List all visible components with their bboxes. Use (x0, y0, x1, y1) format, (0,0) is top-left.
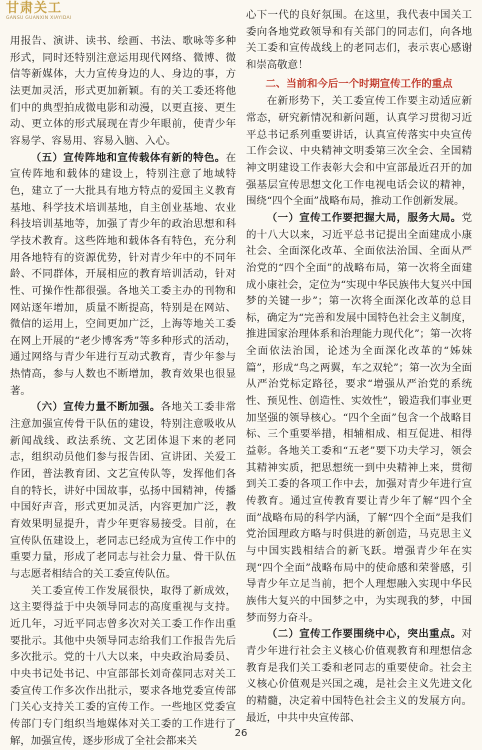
page-number: 26 (234, 728, 248, 739)
right-column (246, 7, 472, 726)
logo-title: 甘肃关工 (6, 1, 63, 16)
subheading-5: （五）宣传阵地和宣传载体有新的特色。 (30, 151, 226, 164)
left-paragraph-3 (10, 399, 236, 582)
left-paragraph-4: 关工委宣传工作发展很快，取得了新成效，这主要得益于中央领导同志的高度重视与支持。近几年，习近平同志曾多次对关工委工作作出重要批示。其他中央领导同志给我们工作报告先后多次批示。党的十八大以来，中央政治局委员、中央书记处书记、中宣部部长刘奇葆同志对关工委宣传工作多次作出批示，要求各地党委宣传部门关心支持关工委的宣传工作。一些地区党委宣传部门专门组织当地媒体对关工委的工作进行了解，加强宣传，逐步形成了全社会都来关 (10, 584, 236, 747)
right-paragraph-3 (246, 210, 472, 626)
publication-logo (6, 2, 76, 26)
right-paragraph-1: 心下一代的良好氛围。在这里，我代表中国关工委向各地党政领导和有关部门的同志们，向各地关工委和宣传战线上的老同志们，表示衷心感谢和崇高敬意！ (246, 9, 472, 71)
right-paragraph-2: 在新形势下，关工委宣传工作要主动适应新常态，研究新情况和新问题，认真学习贯彻习近平总书记系列重要讲话，认真宣传落实中央宣传工作会议、中央精神文明委第三次全会、全国精神文明建设工作表彰大会和中宣部最近召开的加强基层宣传思想文化工作电视电话会议的精神，围绕“四个全面”战略布局，推动工作创新发展。 (246, 95, 472, 208)
left-paragraph-3-body: 各地关工委非常注意加强宣传骨干队伍的建设，特别注意吸收从新闻战线、政法系统、文艺团体退下来的老同志，组织动员他们参与报告团、宣讲团、关爱工作团，普法教育团、文艺宣传队等，发挥他们各自的特长，讲好中国故事，弘扬中国精神，传播中国好声音，形式更加灵活，内容更加广泛，教育效果明显提升，青少年更容易接受。目前，在宣传队伍建设上，老同志已经成为宣传工作中的重要力量，形成了老同志与社会力量、骨干队伍与志愿者相结合的关工委宣传队伍。 (10, 401, 236, 580)
subheading-2: （二）宣传工作要围绕中心，突出重点。 (266, 628, 462, 641)
left-column (10, 33, 236, 749)
right-paragraph-3-body: 党的十八大以来，习近平总书记提出全面建成小康社会、全面深化改革、全面依法治国、全面从严治党的“四个全面”的战略布局，第一次将全面建成小康社会，定位为“实现中华民族伟大复兴中国梦的关键一步”；第一次将全面深化改革的总目标，确定为“完善和发展中国特色社会主义制度，推进国家治理体系和治理能力现代化”；第一次将全面依法治国，论述为全面深化改革的“姊妹篇”，形成“鸟之两翼，车之双轮”；第一次为全面从严治党标定路径，要求“增强从严治党的系统性、预见性、创造性、实效性”，锻造我们事业更加坚强的领导核心。“四个全面”包含一个战略目标、三个重要举措，相辅相成、相互促进、相得益彰。各地关工委和“五老”要下功夫学习，领会其精神实质，把思想统一到中央精神上来，贯彻到关工委的各项工作中去，加强对青少年进行宣传教育。通过宣传教育要让青少年了解“四个全面”战略布局的科学内涵，了解“四个全面”是我们党治国理政方略与时俱进的新创造，马克思主义与中国实践相结合的新飞跃。增强青少年在实现“四个全面”战略布局中的使命感和荣誉感，引导青少年立足当前，把个人理想融入实现中华民族伟大复兴的中国梦之中，为实现我的梦，中国梦而努力奋斗。 (246, 211, 472, 624)
section-heading: 二、当前和今后一个时期宣传工作的重点 (265, 77, 453, 90)
right-paragraph-4-body: 对青少年进行社会主义核心价值观教育和理想信念教育是我们关工委和老同志的重要使命。社会主义核心价值观是兴国之魂，是社会主义先进文化的精髓，决定着中国特色社会主义的发展方向。最近，中共中央宣传部、 (246, 628, 472, 724)
logo-subtitle: GANSU GUANXIN XIAYIDAI (6, 16, 72, 21)
left-paragraph-2-body: 在宣传阵地和载体的建设上，特别注意了地域特色，建立了一大批具有地方特点的爱国主义教育基地、科学技术培训基地，自主创业基地、农业科技培训基地等，加强了青少年的政治思想和科学技术教育。这些阵地和载体各有特色，充分利用各地特有的资源优势，针对青少年中的不同年龄、不同群体，开展相应的教育培训活动，针对性、可操作性都很强。各地关工委主办的刊物和网站逐年增加，质量不断提高，特别是在网站、微信的运用上，空间更加广泛，上海等地关工委在网上开展的“老少博客秀”等多种形式的活动，通过网络与青少年进行互动式教育，青少年参与热情高，参与人数也不断增加，教育效果也很显著。 (10, 151, 236, 397)
subheading-6: （六）宣传力量不断加强。 (30, 401, 161, 414)
left-paragraph-1: 用报告、演讲、读书、绘画、书法、歌咏等多种形式，同时还特别注意运用现代网络、微博、微信等新媒体，大力宣传身边的人、身边的事，方法更加灵活，形式更加新颖。有的关工委还将他们中的典型拍成微电影和动漫，以更直接、更生动、更立体的形式展现在青少年眼前，使青少年容易学、容易用、容易入脑、入心。 (10, 35, 236, 147)
left-paragraph-2 (10, 150, 236, 400)
right-paragraph-4 (246, 626, 472, 726)
subheading-1: （一）宣传工作要把握大局，服务大局。 (266, 211, 462, 224)
